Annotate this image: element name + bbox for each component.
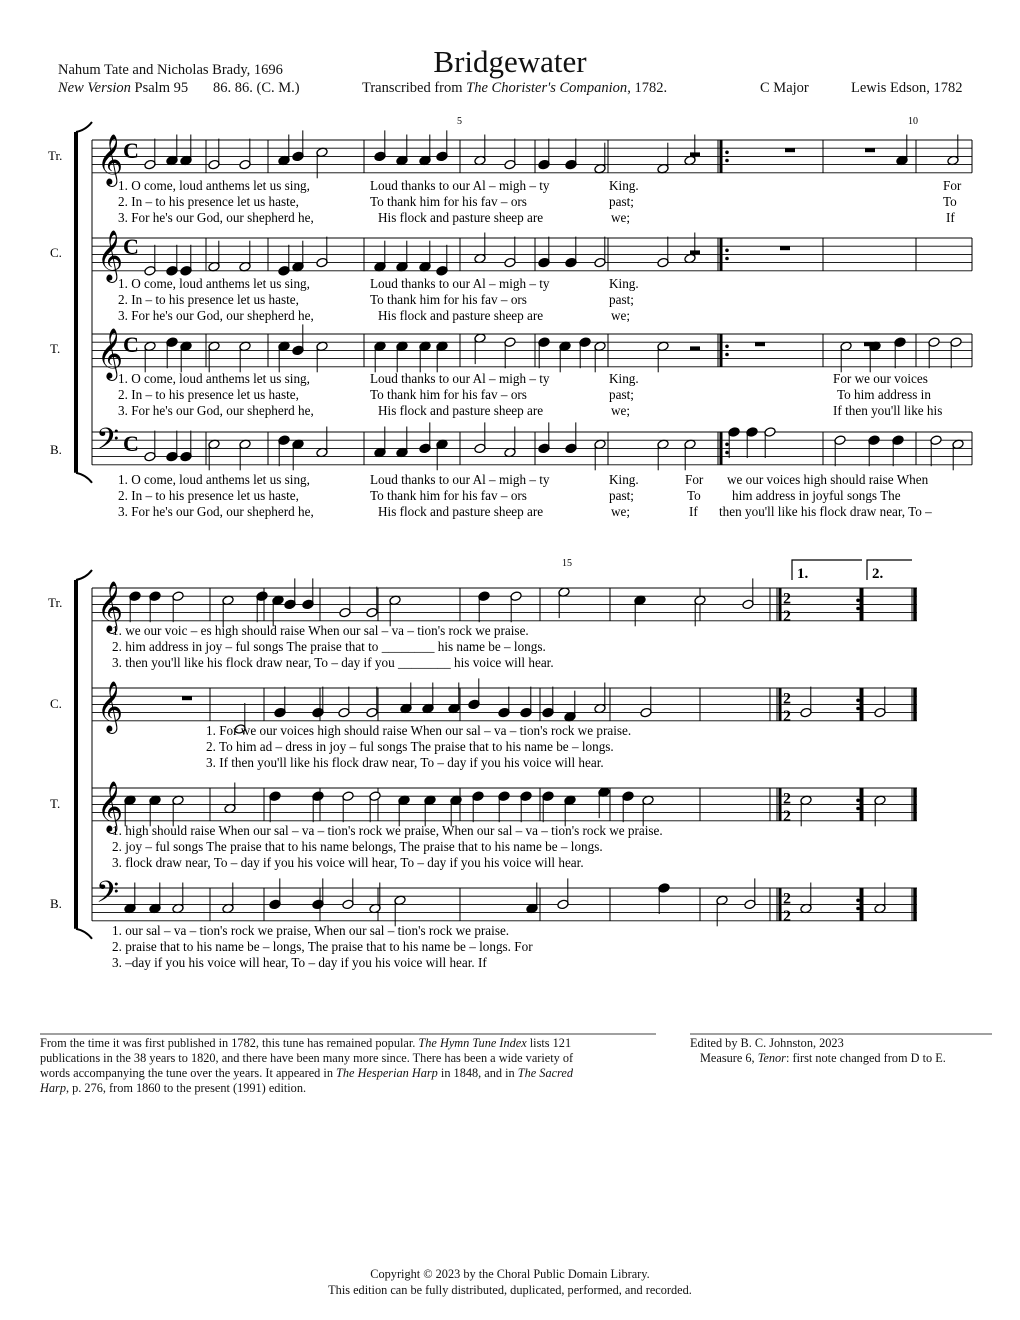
lyric-line: 1. O come, loud anthems let us sing, xyxy=(118,178,310,193)
part-label-counter: C. xyxy=(50,245,62,260)
lyric-line: King. xyxy=(609,178,639,193)
time-signature-top: 2 xyxy=(783,890,791,908)
treble-clef-icon: 𝄞 xyxy=(97,135,124,184)
lyric-line: him address in joyful songs The xyxy=(732,488,901,503)
lyric-line: Loud thanks to our Al – migh – ty xyxy=(370,472,550,487)
part-label-treble: Tr. xyxy=(48,148,63,163)
lyric-line: we our voices high should raise When xyxy=(727,472,929,487)
clefs xyxy=(96,135,123,916)
common-time-icon: C xyxy=(123,234,139,259)
lyric-line: If xyxy=(946,210,955,225)
lyric-line: we; xyxy=(611,504,631,519)
lyric-line: 3. –day if you his voice will hear, To – day if you his voice will hear. If xyxy=(112,955,487,970)
copyright-line: Copyright © 2023 by the Choral Public Domain Library. xyxy=(370,1267,650,1281)
transcription-source: The Chorister's Companion xyxy=(466,80,628,96)
lyric-line: For xyxy=(943,178,962,193)
lyric-line: we; xyxy=(611,403,631,418)
measure-number-10: 10 xyxy=(908,116,918,127)
lyric-line: past; xyxy=(609,488,634,503)
time-signature-top: 2 xyxy=(783,690,791,708)
repeat-dot xyxy=(725,249,729,253)
staff-lines xyxy=(76,122,972,939)
half-rest xyxy=(690,152,700,156)
repeat-dot xyxy=(725,345,729,349)
lyric-line: If then you'll like his xyxy=(833,403,943,418)
time-signature-top: 2 xyxy=(783,590,791,608)
measure-number-5: 5 xyxy=(457,116,462,127)
part-label-counter-2: C. xyxy=(50,696,62,711)
lyric-line: 2. praise that to his name be – longs, The praise that to his name be – longs. For xyxy=(112,939,533,954)
repeat-dot xyxy=(856,799,860,803)
repeat-dot xyxy=(856,599,860,603)
lyric-line: His flock and pasture sheep are xyxy=(378,403,544,418)
repeat-dot xyxy=(856,899,860,903)
copyright-notice xyxy=(0,1266,1020,1298)
editor-correction xyxy=(690,1051,946,1066)
lyric-line: 2. joy – ful songs The praise that to his name belongs, The praise that to his name be – longs. xyxy=(112,839,603,854)
editor-text: Measure 6, xyxy=(700,1051,758,1065)
repeat-dot xyxy=(725,257,729,261)
bracket-hook xyxy=(76,473,92,483)
lyric-line: To xyxy=(943,194,957,209)
repeat-dot xyxy=(856,607,860,611)
common-time-icon: C xyxy=(123,431,139,456)
treble-clef-icon: 𝄞 xyxy=(97,582,124,631)
repeat-dot xyxy=(725,451,729,455)
editor-text: : first note changed from D to E. xyxy=(785,1051,946,1065)
footnote-title: The Hesperian Harp xyxy=(336,1066,438,1080)
lyric-line: King. xyxy=(609,472,639,487)
footnote-title: The Sacred xyxy=(517,1066,573,1080)
lyric-line: His flock and pasture sheep are xyxy=(378,210,544,225)
key-label: C Major xyxy=(760,80,809,96)
lyric-line: 2. In – to his presence let us haste, xyxy=(118,194,299,209)
part-label-tenor: T. xyxy=(50,341,61,356)
lyric-line: 3. For he's our God, our shepherd he, xyxy=(118,210,314,225)
whole-rest xyxy=(182,696,192,700)
second-ending-label: 2. xyxy=(872,566,884,582)
lyric-line: 2. him address in joy – ful songs The praise that to ________ his name be – longs. xyxy=(112,639,546,654)
lyric-line: past; xyxy=(609,387,634,402)
whole-rest xyxy=(755,342,765,346)
lyric-line: His flock and pasture sheep are xyxy=(378,308,544,323)
lyric-line: 3. For he's our God, our shepherd he, xyxy=(118,308,314,323)
repeat-dot xyxy=(725,353,729,357)
footnote-text: words accompanying the tune over the years. It appeared in xyxy=(40,1066,337,1080)
time-signature-top: 2 xyxy=(783,790,791,808)
treble-clef-icon: 𝄞 xyxy=(97,682,124,731)
half-rest xyxy=(690,250,700,254)
composer-credit: Lewis Edson, 1782 xyxy=(851,80,963,96)
time-signature-bottom: 2 xyxy=(783,707,791,725)
history-footnote xyxy=(40,1036,573,1096)
footnote-text: in 1848, and in xyxy=(437,1066,518,1080)
repeat-dot xyxy=(725,151,729,155)
editor-note xyxy=(690,1036,946,1066)
whole-rest xyxy=(780,246,790,250)
footnote-line: publications in the 38 years to 1820, and there have been many more since. There has been a wide variety of xyxy=(40,1051,574,1065)
treble-clef-icon: 𝄞 xyxy=(97,231,124,280)
lyric-line: 1. high should raise When our sal – va – tion's rock we praise, When our sal – va – tion's rock we praise. xyxy=(112,823,663,838)
lyric-line: His flock and pasture sheep are xyxy=(378,504,544,519)
lyric-line: Loud thanks to our Al – migh – ty xyxy=(370,276,550,291)
lyric-line: 2. To him ad – dress in joy – ful songs The praise that to his name be – longs. xyxy=(206,739,614,754)
lyric-line: To thank him for his fav – ors xyxy=(370,488,527,503)
repeat-dot xyxy=(725,443,729,447)
bracket-hook xyxy=(76,929,92,939)
repeat-dot xyxy=(856,807,860,811)
copyright-line: This edition can be fully distributed, duplicated, performed, and recorded. xyxy=(328,1283,692,1297)
lyric-line: we; xyxy=(611,308,631,323)
half-rest xyxy=(690,346,700,350)
lyric-line: then you'll like his flock draw near, To – xyxy=(719,504,932,519)
lyric-line: If xyxy=(689,504,698,519)
lyric-line: 3. flock draw near, To – day if you his voice will hear, To – day if you his voice will hear. xyxy=(112,855,584,870)
common-time-icon: C xyxy=(123,332,139,357)
bass-clef-icon: 𝄢 xyxy=(96,876,120,916)
footnote-title: The Hymn Tune Index xyxy=(418,1036,527,1050)
lyric-line: To him address in xyxy=(837,387,931,402)
lyric-line: To thank him for his fav – ors xyxy=(370,194,527,209)
lyric-line: For xyxy=(685,472,704,487)
lyric-line: 1. O come, loud anthems let us sing, xyxy=(118,276,310,291)
time-signature-bottom: 2 xyxy=(783,607,791,625)
whole-rest xyxy=(865,148,875,152)
whole-rest xyxy=(864,342,874,346)
transcription-year: , 1782. xyxy=(627,80,668,96)
treble-clef-icon: 𝄞 xyxy=(97,782,124,831)
bracket-hook xyxy=(76,122,92,132)
lyric-line: 2. In – to his presence let us haste, xyxy=(118,292,299,307)
lyric-line: King. xyxy=(609,371,639,386)
lyric-line: past; xyxy=(609,194,634,209)
common-time-icon: C xyxy=(123,138,139,163)
footnote-text: From the time it was first published in 1782, this tune has remained popular. xyxy=(40,1036,419,1050)
transcription-pre: Transcribed from xyxy=(362,80,467,96)
lyric-line: 2. In – to his presence let us haste, xyxy=(118,488,299,503)
lyric-line: To thank him for his fav – ors xyxy=(370,387,527,402)
editor-part: Tenor xyxy=(757,1051,786,1065)
footnote-line xyxy=(40,1066,573,1081)
lyric-line: 1. O come, loud anthems let us sing, xyxy=(118,371,310,386)
footnote-line xyxy=(40,1036,573,1051)
bracket-hook xyxy=(76,570,92,580)
repeat-dot xyxy=(856,707,860,711)
treble-clef-icon: 𝄞 xyxy=(97,329,124,378)
lyric-line: 1. O come, loud anthems let us sing, xyxy=(118,472,310,487)
lyric-line: 1. For we our voices high should raise When our sal – va – tion's rock we praise. xyxy=(206,723,632,738)
part-label-bass: B. xyxy=(50,442,62,457)
lyric-line: 3. If then you'll like his flock draw near, To – day if you his voice will hear. xyxy=(206,755,604,770)
lyric-line: To xyxy=(687,488,701,503)
lyric-line: we; xyxy=(611,210,631,225)
footnote-line xyxy=(40,1081,573,1096)
time-signature-bottom: 2 xyxy=(783,907,791,925)
lyric-line: past; xyxy=(609,292,634,307)
lyric-line: 2. In – to his presence let us haste, xyxy=(118,387,299,402)
editor-credit: Edited by B. C. Johnston, 2023 xyxy=(690,1036,844,1050)
measure-number-15: 15 xyxy=(562,558,572,569)
footnote-text: , p. 276, from 1860 to the present (1991) edition. xyxy=(65,1081,307,1095)
lyric-line: 1. we our voic – es high should raise When our sal – va – tion's rock we praise. xyxy=(112,623,529,638)
poet-credit: Nahum Tate and Nicholas Brady, 1696 xyxy=(58,62,283,78)
part-label-bass-2: B. xyxy=(50,896,62,911)
lyric-line: 1. our sal – va – tion's rock we praise, When our sal – tion's rock we praise. xyxy=(112,923,510,938)
part-label-tenor-2: T. xyxy=(50,796,61,811)
noteheads xyxy=(124,130,964,926)
repeat-dot xyxy=(725,159,729,163)
page-title: Bridgewater xyxy=(433,44,587,79)
repeat-dot xyxy=(856,907,860,911)
lyric-line: 3. then you'll like his flock draw near, To – day if you ________ his voice will hear. xyxy=(112,655,554,670)
source-psalm: Psalm 95 xyxy=(130,80,189,96)
lyric-line: 3. For he's our God, our shepherd he, xyxy=(118,403,314,418)
whole-rest xyxy=(785,148,795,152)
part-label-treble-2: Tr. xyxy=(48,595,63,610)
repeat-dot xyxy=(856,699,860,703)
source-title: New Version xyxy=(58,80,131,96)
footnote-text: lists 121 xyxy=(526,1036,572,1050)
lyric-line: King. xyxy=(609,276,639,291)
bass-clef-icon: 𝄢 xyxy=(96,423,120,463)
footnote-title: Harp xyxy=(40,1081,66,1095)
lyric-line: 3. For he's our God, our shepherd he, xyxy=(118,504,314,519)
meter-label: 86. 86. (C. M.) xyxy=(213,80,300,96)
time-signature-bottom: 2 xyxy=(783,807,791,825)
lyric-line: For we our voices xyxy=(833,371,928,386)
lyric-line: Loud thanks to our Al – migh – ty xyxy=(370,178,550,193)
lyric-line: Loud thanks to our Al – migh – ty xyxy=(370,371,550,386)
first-ending-label: 1. xyxy=(797,566,809,582)
lyric-line: To thank him for his fav – ors xyxy=(370,292,527,307)
